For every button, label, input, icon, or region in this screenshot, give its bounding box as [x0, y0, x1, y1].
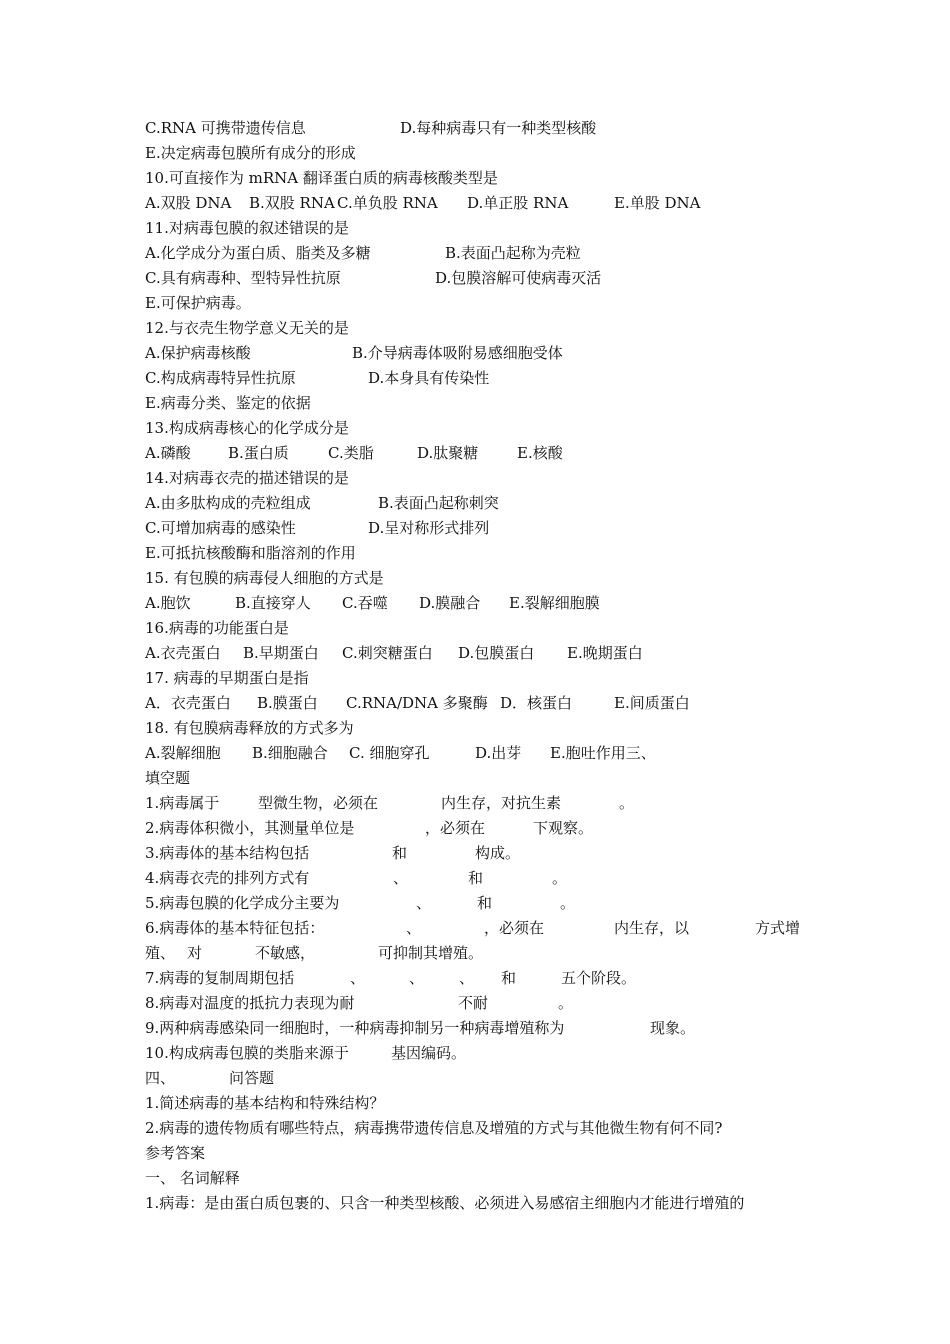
text-segment: 对: [187, 944, 203, 962]
text-segment: 12.与衣壳生物学意义无关的是: [145, 319, 349, 337]
text-segment: 。: [619, 794, 635, 812]
text-segment: C.可增加病毒的感染性: [145, 519, 296, 537]
text-segment: 四、: [145, 1069, 176, 1087]
text-segment: 基因编码。: [391, 1044, 467, 1062]
text-segment: C.具有病毒种、型特异性抗原: [145, 269, 341, 287]
text-segment: D.膜融合: [419, 594, 481, 612]
text-segment: 、: [409, 969, 425, 987]
text-segment: 1.病毒：是由蛋白质包裹的、只含一种类型核酸、必须进入易感宿主细胞内才能进行增殖的: [145, 1194, 745, 1212]
text-segment: B.介导病毒体吸附易感细胞受体: [352, 344, 563, 362]
text-segment: D．核蛋白: [500, 694, 573, 712]
text-segment: E.可抵抗核酸酶和脂溶剂的作用: [145, 544, 356, 562]
text-segment: 、: [350, 969, 366, 987]
text-segment: 不耐: [458, 994, 489, 1012]
text-segment: 问答题: [229, 1069, 275, 1087]
text-segment: A.化学成分为蛋白质、脂类及多糖: [145, 244, 371, 262]
text-segment: B.表面凸起称为壳粒: [445, 244, 581, 262]
text-segment: 15. 有包膜的病毒侵人细胞的方式是: [145, 569, 384, 587]
text-segment: 6.病毒体的基本特征包括：: [145, 919, 325, 937]
text-segment: 一、 名词解释: [145, 1169, 240, 1187]
text-segment: 3.病毒体的基本结构包括: [145, 844, 310, 862]
text-segment: C.吞噬: [342, 594, 388, 612]
text-segment: D.肽聚糖: [417, 444, 479, 462]
text-segment: D.包膜蛋白: [458, 644, 535, 662]
text-segment: 16.病毒的功能蛋白是: [145, 619, 289, 637]
text-segment: 五个阶段。: [561, 969, 637, 987]
text-segment: 型微生物，必须在: [258, 794, 379, 812]
text-segment: 1.病毒属于: [145, 794, 220, 812]
text-segment: D.本身具有传染性: [368, 369, 490, 387]
text-segment: 参考答案: [145, 1144, 206, 1162]
text-segment: D.包膜溶解可使病毒灭活: [435, 269, 602, 287]
text-segment: 。: [552, 869, 568, 887]
text-segment: E.决定病毒包膜所有成分的形成: [145, 144, 356, 162]
text-segment: 2.病毒体积微小，其测量单位是: [145, 819, 355, 837]
text-segment: 和: [392, 844, 408, 862]
text-segment: D.单正股 RNA: [467, 194, 569, 212]
text-segment: B.蛋白质: [228, 444, 289, 462]
text-segment: A．衣壳蛋白: [145, 694, 231, 712]
text-segment: 、: [416, 894, 432, 912]
text-segment: B.早期蛋白: [243, 644, 319, 662]
text-segment: 内生存，以: [614, 919, 690, 937]
text-segment: 11.对病毒包膜的叙述错误的是: [145, 219, 349, 237]
text-segment: C.类脂: [328, 444, 374, 462]
text-segment: E.间质蛋白: [614, 694, 690, 712]
text-segment: 可抑制其增殖。: [378, 944, 484, 962]
text-segment: ，必须在: [484, 919, 545, 937]
text-segment: B.表面凸起称刺突: [378, 494, 499, 512]
text-segment: A.胞饮: [145, 594, 191, 612]
text-segment: C.构成病毒特异性抗原: [145, 369, 296, 387]
text-segment: 10.构成病毒包膜的类脂来源于: [145, 1044, 349, 1062]
text-segment: D.每种病毒只有一种类型核酸: [400, 119, 597, 137]
text-segment: A.磷酸: [145, 444, 191, 462]
text-segment: C.RNA/DNA 多聚酶: [346, 694, 488, 712]
text-segment: 4.病毒衣壳的排列方式有: [145, 869, 310, 887]
text-segment: 方式增: [755, 919, 801, 937]
text-segment: B.细胞融合: [252, 744, 328, 762]
text-segment: A.保护病毒核酸: [145, 344, 251, 362]
text-segment: 。: [558, 994, 574, 1012]
text-segment: 17. 病毒的早期蛋白是指: [145, 669, 309, 687]
text-segment: 填空题: [145, 769, 191, 787]
text-segment: C. 细胞穿孔: [349, 744, 430, 762]
text-segment: 、: [393, 869, 409, 887]
text-segment: B.双股 RNA: [249, 194, 335, 212]
text-segment: ，必须在: [425, 819, 486, 837]
text-segment: 10.可直接作为 mRNA 翻译蛋白质的病毒核酸类型是: [145, 169, 498, 187]
text-segment: 14.对病毒衣壳的描述错误的是: [145, 469, 349, 487]
text-segment: 构成。: [475, 844, 521, 862]
text-segment: B.膜蛋白: [257, 694, 318, 712]
text-segment: 殖、: [145, 944, 176, 962]
text-segment: 7.病毒的复制周期包括: [145, 969, 295, 987]
text-segment: 2.病毒的遗传物质有哪些特点，病毒携带遗传信息及增殖的方式与其他微生物有何不同?: [145, 1119, 723, 1137]
text-segment: D.呈对称形式排列: [368, 519, 490, 537]
text-segment: 、: [406, 919, 422, 937]
text-segment: 下观察。: [533, 819, 594, 837]
text-segment: 现象。: [650, 1019, 696, 1037]
text-segment: E.可保护病毒。: [145, 294, 251, 312]
text-segment: A.双股 DNA: [145, 194, 232, 212]
text-segment: 8.病毒对温度的抵抗力表现为耐: [145, 994, 355, 1012]
text-segment: E.裂解细胞膜: [509, 594, 600, 612]
text-segment: A.裂解细胞: [145, 744, 221, 762]
text-segment: D.出芽: [475, 744, 522, 762]
text-segment: E.核酸: [517, 444, 563, 462]
text-segment: 9.两种病毒感染同一细胞时，一种病毒抑制另一种病毒增殖称为: [145, 1019, 565, 1037]
text-segment: C.刺突糖蛋白: [342, 644, 433, 662]
text-segment: E.病毒分类、鉴定的依据: [145, 394, 311, 412]
text-segment: E.晚期蛋白: [567, 644, 643, 662]
text-segment: 18. 有包膜病毒释放的方式多为: [145, 719, 354, 737]
text-segment: 13.构成病毒核心的化学成分是: [145, 419, 349, 437]
text-segment: C.RNA 可携带遗传信息: [145, 119, 306, 137]
text-segment: 不敏感，: [255, 944, 316, 962]
text-segment: 、: [459, 969, 475, 987]
text-segment: B.直接穿人: [235, 594, 311, 612]
text-segment: 。: [560, 894, 576, 912]
text-segment: A.由多肽构成的壳粒组成: [145, 494, 311, 512]
text-segment: E.胞吐作用三、: [550, 744, 656, 762]
text-segment: A.衣壳蛋白: [145, 644, 221, 662]
text-segment: 和: [477, 894, 493, 912]
text-segment: 和: [501, 969, 517, 987]
text-segment: 5.病毒包膜的化学成分主要为: [145, 894, 340, 912]
text-segment: C.单负股 RNA: [337, 194, 438, 212]
text-segment: 1.简述病毒的基本结构和特殊结构？: [145, 1094, 385, 1112]
text-segment: E.单股 DNA: [614, 194, 701, 212]
text-segment: 内生存，对抗生素: [441, 794, 562, 812]
text-segment: 和: [468, 869, 484, 887]
